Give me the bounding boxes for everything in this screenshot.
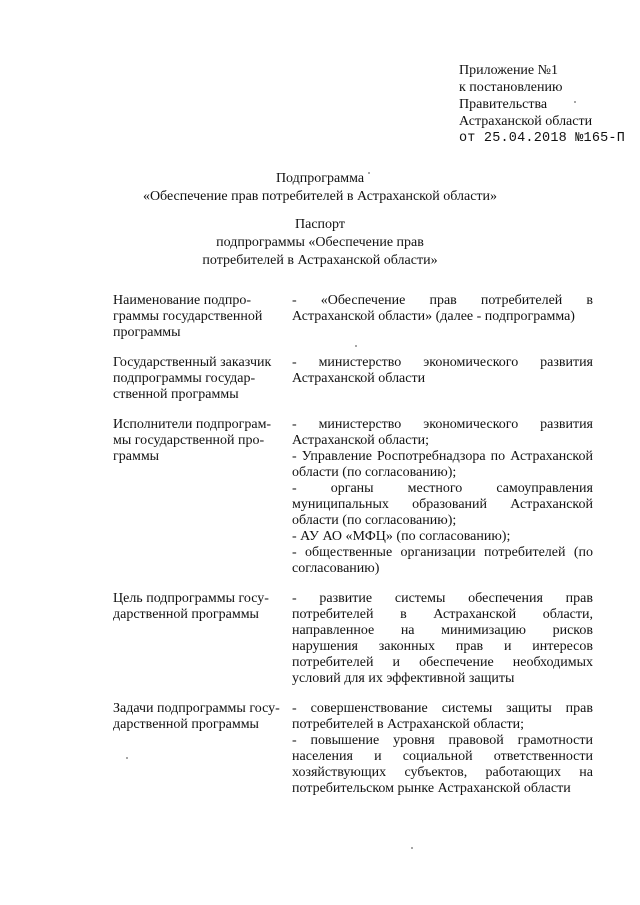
- passport-row: [113, 293, 593, 341]
- passport-table: [113, 293, 593, 811]
- value-item: - АУ АО «МФЦ» (по согласованию);: [292, 529, 511, 544]
- label-line: Наименование подпро-: [113, 293, 252, 308]
- passport-row-value: [292, 701, 593, 797]
- passport-row: [113, 591, 593, 687]
- passport-row-label: [113, 417, 292, 577]
- passport-heading-line: подпрограммы «Обеспечение прав: [216, 235, 424, 250]
- passport-row-value: [292, 293, 593, 341]
- subprogram-title-line: Подпрограмма: [275, 171, 365, 186]
- passport-heading: [0, 216, 640, 270]
- value-item: - министерство экономического развития Астраханской области;: [292, 417, 593, 448]
- label-line: дарственной программы: [113, 607, 259, 622]
- value-item: - органы местного самоуправления муниципальных образований Астраханской области (по согласованию);: [292, 481, 593, 528]
- label-line: ственной программы: [113, 387, 239, 402]
- passport-heading-line: Паспорт: [295, 217, 345, 232]
- value-item: - общественные организации потребителей (по согласованию): [292, 545, 593, 576]
- passport-row-label: [113, 591, 292, 687]
- passport-row-label: [113, 701, 292, 797]
- scan-speck: [368, 172, 370, 174]
- value-item: - министерство экономического развития Астраханской области: [292, 355, 593, 386]
- value-item: - «Обеспечение прав потребителей в Астраханской области» (далее - подпрограмма): [292, 293, 593, 324]
- label-line: Государственный заказчик: [113, 355, 272, 370]
- value-item: - повышение уровня правовой грамотности населения и социальной ответственности хозяйствующих субъектов, работающих на потребительском рынке Астраханской области: [292, 733, 593, 796]
- scan-speck: [411, 847, 413, 849]
- passport-row-value: [292, 355, 593, 403]
- label-line: Цель подпрограммы госу-: [113, 591, 269, 606]
- resolution-date-number: от 25.04.2018 №165-П: [459, 131, 626, 146]
- passport-row-value: [292, 417, 593, 577]
- appendix-note: [459, 62, 625, 147]
- passport-row: [113, 701, 593, 797]
- passport-heading-line: потребителей в Астраханской области»: [202, 253, 438, 268]
- label-line: подпрограммы государ-: [113, 371, 256, 386]
- scan-speck: [574, 101, 576, 103]
- label-line: Исполнители подпрограм-: [113, 417, 272, 432]
- value-item: - развитие системы обеспечения прав потребителей в Астраханской области, направленное на минимизацию рисков нарушения законных прав и интересов потребителей и обеспечение необходимых условий для их эффективной защиты: [292, 591, 593, 686]
- passport-row-value: [292, 591, 593, 687]
- label-line: дарственной программы: [113, 717, 259, 732]
- value-item: - Управление Роспотребнадзора по Астраханской области (по согласованию);: [292, 449, 593, 480]
- subprogram-title: [0, 170, 640, 206]
- appendix-line: Приложение №1: [459, 63, 558, 78]
- passport-row: [113, 417, 593, 577]
- label-line: Задачи подпрограммы госу-: [113, 701, 280, 716]
- value-item: - совершенствование системы защиты прав потребителей в Астраханской области;: [292, 701, 593, 732]
- passport-row-label: [113, 293, 292, 341]
- appendix-line: Правительства: [459, 97, 548, 112]
- appendix-line: Астраханской области: [459, 114, 593, 129]
- passport-row-label: [113, 355, 292, 403]
- label-line: граммы: [113, 449, 160, 464]
- label-line: граммы государственной: [113, 309, 263, 324]
- passport-row: [113, 355, 593, 403]
- subprogram-title-line: «Обеспечение прав потребителей в Астраханской области»: [142, 189, 498, 204]
- label-line: мы государственной про-: [113, 433, 265, 448]
- scan-speck: [355, 345, 357, 347]
- label-line: программы: [113, 325, 181, 340]
- scan-speck: [126, 757, 128, 759]
- appendix-line: к постановлению: [459, 80, 563, 95]
